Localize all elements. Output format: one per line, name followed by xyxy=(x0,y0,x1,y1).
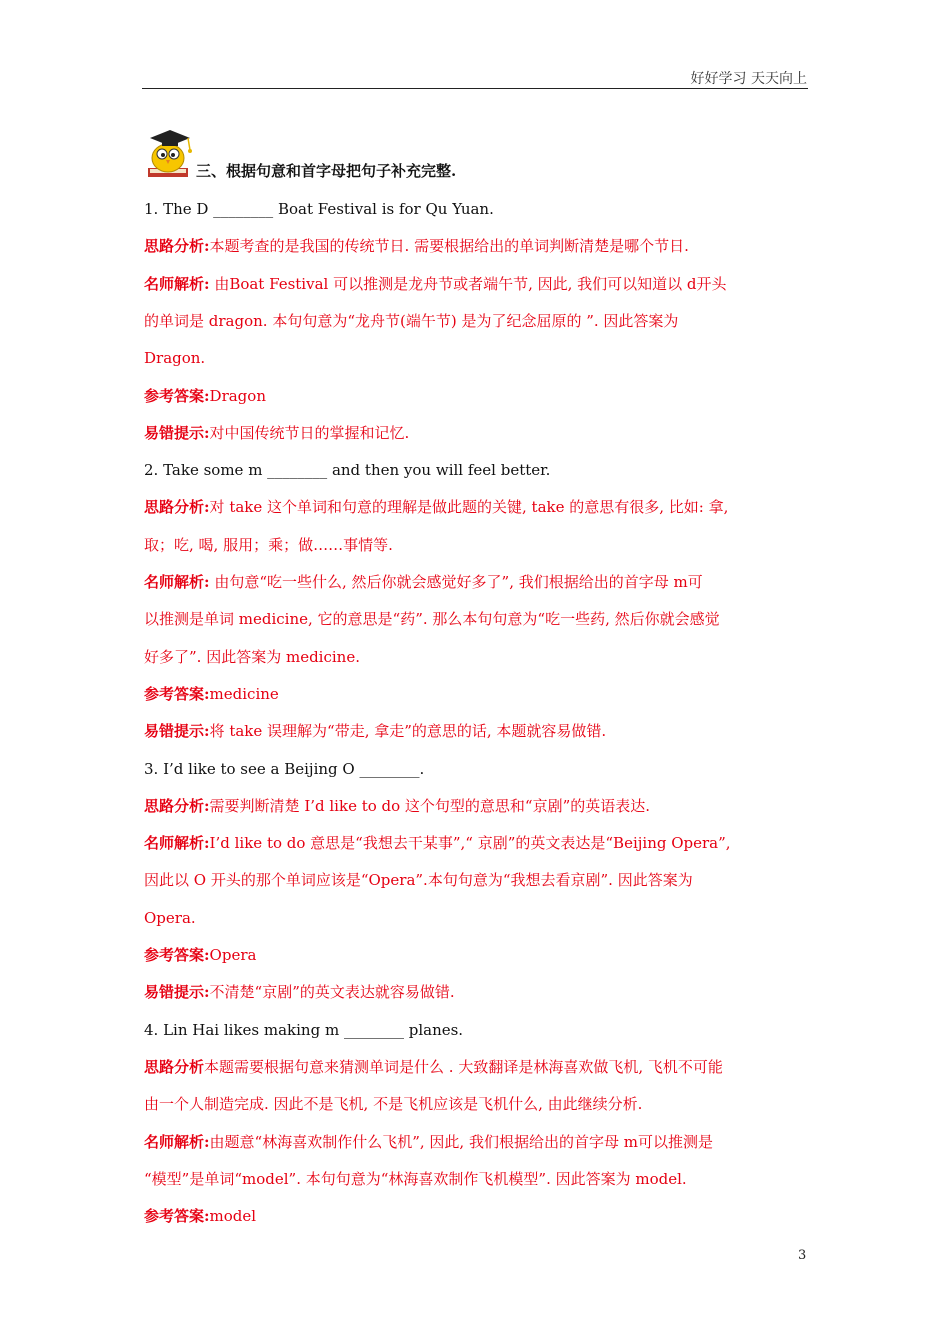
line-label: 易错提示: xyxy=(144,423,210,442)
line-text: “模型”是单词“model”. 本句句意为“林海喜欢制作飞机模型”. 因此答案为 model. xyxy=(144,1169,687,1188)
analysis-line xyxy=(144,1057,810,1077)
line-text: 对中国传统节日的掌握和记忆. xyxy=(209,423,410,442)
header-rule xyxy=(142,88,808,89)
line-label: 思路分析: xyxy=(144,237,210,256)
analysis-line xyxy=(144,684,810,704)
analysis-line xyxy=(144,609,810,629)
analysis-line xyxy=(144,236,810,256)
analysis-line xyxy=(144,945,810,965)
analysis-line xyxy=(144,982,810,1002)
question-line xyxy=(144,759,810,779)
question-line xyxy=(144,199,810,219)
line-label: 易错提示: xyxy=(144,722,210,741)
line-label: 易错提示: xyxy=(144,983,210,1002)
line-label: 名师解析: xyxy=(144,274,210,293)
question-text: 2. Take some m ________ and then you will feel better. xyxy=(144,461,551,480)
line-label: 思路分析: xyxy=(144,498,210,517)
question-line xyxy=(144,460,810,480)
question-text: 3. I’d like to see a Beijing O ________. xyxy=(144,759,425,778)
analysis-line xyxy=(144,386,810,406)
analysis-line xyxy=(144,1206,810,1226)
line-text: I’d like to do 意思是“我想去干某事”,“ 京剧”的英文表达是“Beijing Opera”, xyxy=(209,834,731,853)
line-text: 好多了”. 因此答案为 medicine. xyxy=(144,647,360,666)
analysis-line xyxy=(144,497,810,517)
line-text: 由句意“吃一些什么, 然后你就会感觉好多了”, 我们根据给出的首字母 m可 xyxy=(209,573,703,591)
line-text: 本题考查的是我国的传统节日. 需要根据给出的单词判断清楚是哪个节日. xyxy=(209,237,689,256)
line-text: 因此以 O 开头的那个单词应该是“Opera”.本句句意为“我想去看京剧”. 因此答案为 xyxy=(144,871,693,890)
line-text: Dragon. xyxy=(144,349,206,368)
analysis-line xyxy=(144,311,810,331)
analysis-line xyxy=(144,572,810,592)
section-title: 三、根据句意和首字母把句子补充完整. xyxy=(196,162,457,180)
line-text: Opera. xyxy=(144,908,196,927)
line-text: 将 take 误理解为“带走, 拿走”的意思的话, 本题就容易做错. xyxy=(209,722,607,741)
line-text: Opera xyxy=(209,946,257,964)
line-label: 名师解析: xyxy=(144,573,210,591)
line-text: 由题意“林海喜欢制作什么飞机”, 因此, 我们根据给出的首字母 m可以推测是 xyxy=(209,1132,713,1151)
line-text: 由Boat Festival 可以推测是龙舟节或者端午节, 因此, 我们可以知道以 d开头 xyxy=(209,274,727,293)
analysis-line xyxy=(144,721,810,741)
analysis-line xyxy=(144,535,810,555)
line-text: 的单词是 dragon. 本句句意为“龙舟节(端午节) 是为了纪念屈原的 ”. 因此答案为 xyxy=(144,311,679,330)
line-text: 本题需要根据句意来猜测单词是什么 . 大致翻译是林海喜欢做飞机, 飞机不可能 xyxy=(204,1057,723,1076)
line-label: 名师解析: xyxy=(144,1132,210,1151)
analysis-line xyxy=(144,1132,810,1152)
line-label: 名师解析: xyxy=(144,834,210,853)
analysis-line xyxy=(144,274,810,294)
analysis-line xyxy=(144,647,810,667)
page-number: 3 xyxy=(798,1248,807,1263)
line-label: 参考答案: xyxy=(144,946,210,964)
line-text: medicine xyxy=(209,684,279,703)
line-text: 对 take 这个单词和句意的理解是做此题的关键, take 的意思有很多, 比如: 拿, xyxy=(209,498,729,517)
analysis-line xyxy=(144,870,810,890)
question-text: 1. The D ________ Boat Festival is for Qu Yuan. xyxy=(144,200,494,218)
line-text: 取；吃, 喝, 服用；乘；做……事情等. xyxy=(144,535,393,554)
line-label: 思路分析: xyxy=(144,796,210,815)
line-text: 由一个人制造完成. 因此不是飞机, 不是飞机应该是飞机什么, 由此继续分析. xyxy=(144,1095,643,1114)
analysis-line xyxy=(144,908,810,928)
analysis-line xyxy=(144,423,810,443)
line-text: model xyxy=(209,1207,257,1226)
header-text: 好好学习 天天向上 xyxy=(690,71,807,87)
analysis-line xyxy=(144,348,810,368)
owl-graduate-icon xyxy=(140,120,200,182)
question-line xyxy=(144,1020,810,1040)
line-text: 以推测是单词 medicine, 它的意思是“药”. 那么本句句意为“吃一些药, 然后你就会感觉 xyxy=(144,610,720,629)
line-label: 参考答案: xyxy=(144,684,210,703)
analysis-line xyxy=(144,833,810,853)
line-label: 参考答案: xyxy=(144,386,210,405)
line-label: 参考答案: xyxy=(144,1207,210,1226)
line-text: 需要判断清楚 I’d like to do 这个句型的意思和“京剧”的英语表达. xyxy=(209,796,651,815)
analysis-line xyxy=(144,1094,810,1114)
line-text: Dragon xyxy=(209,386,266,405)
question-text: 4. Lin Hai likes making m ________ planes. xyxy=(144,1020,464,1039)
line-text: 不清楚“京剧”的英文表达就容易做错. xyxy=(209,983,455,1002)
analysis-line xyxy=(144,796,810,816)
analysis-line xyxy=(144,1169,810,1189)
line-label: 思路分析 xyxy=(144,1057,205,1076)
